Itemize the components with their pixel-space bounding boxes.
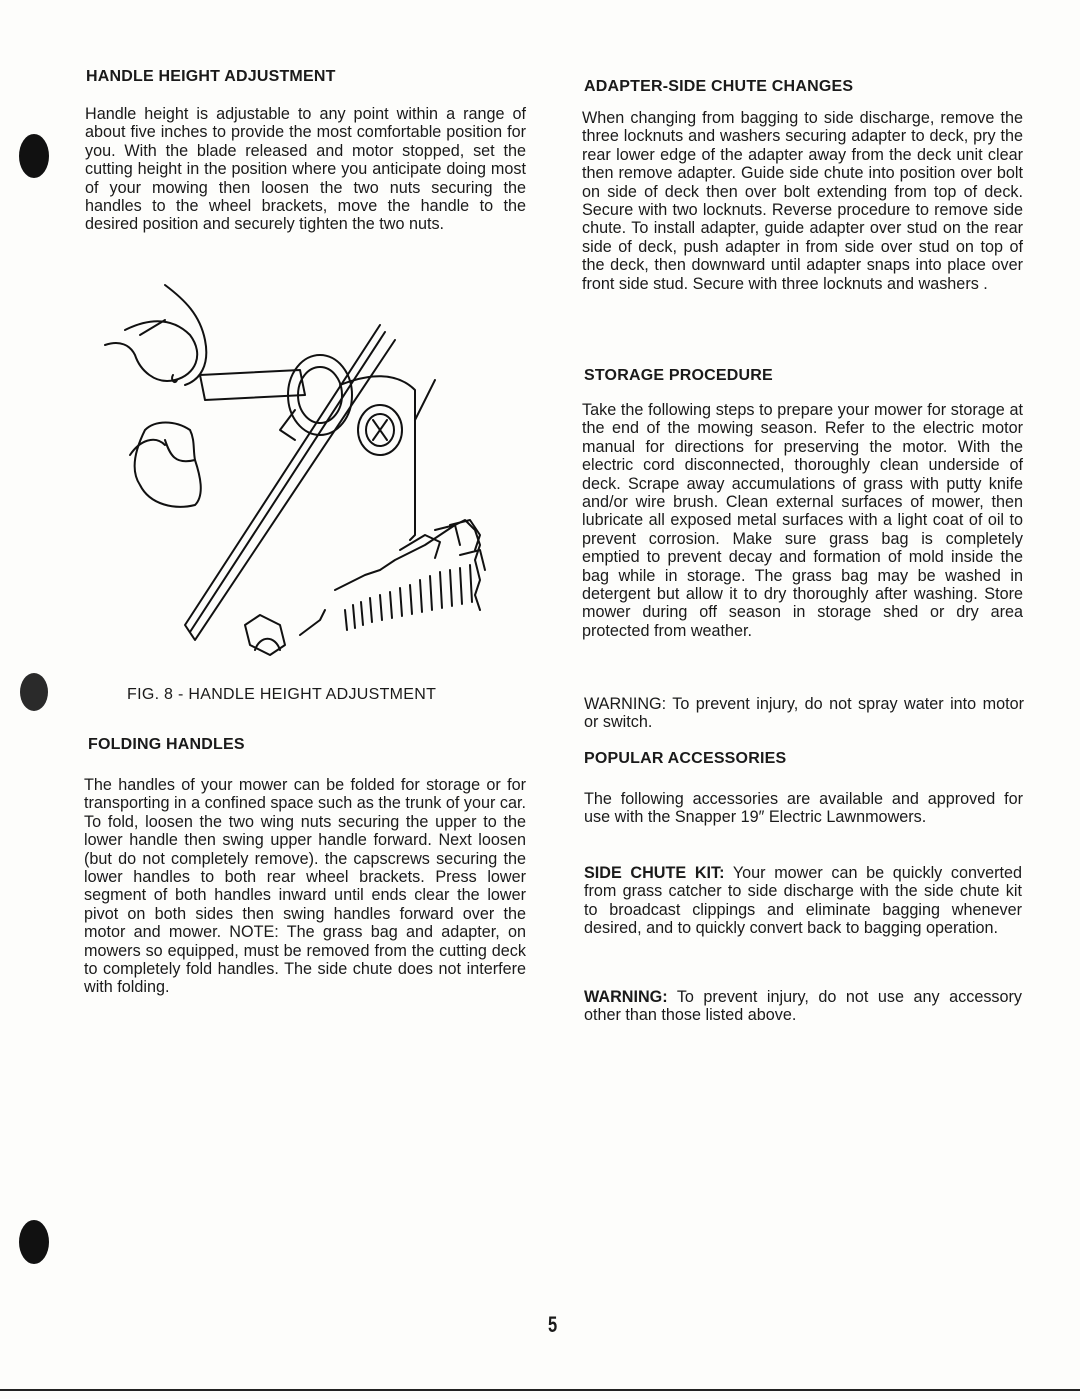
folding-handles-text: The handles of your mower can be folded for storage or for transporting in a confined space such as the trunk of your car. To fold, loosen the two wing nuts securing the upper to the lower handle then swing upper handle forward. Next loosen (but do not completely remove). the capscrews securing the lower handles to both rear wheel brackets. Press lower segment of both handles inward until ends clear the lower pivot on both sides then swing handles forward over the motor and mower. NOTE: The grass bag and adapter, on mowers so equipped, must be removed from the cutting deck to completely fold handles. The side chute does not interfere with folding. [84, 776, 526, 997]
page-number: 5 [548, 1312, 558, 1337]
side-chute-kit-text [584, 864, 1022, 938]
accessories-heading: POPULAR ACCESSORIES [584, 750, 787, 767]
side-chute-kit-label: SIDE CHUTE KIT: [584, 864, 725, 882]
adapter-chute-heading: ADAPTER-SIDE CHUTE CHANGES [584, 78, 854, 95]
binder-hole-top [19, 134, 49, 178]
handle-height-heading: HANDLE HEIGHT ADJUSTMENT [86, 68, 336, 85]
folding-handles-heading: FOLDING HANDLES [88, 736, 245, 753]
storage-warning: WARNING: To prevent injury, do not spray water into motor or switch. [584, 695, 1024, 732]
storage-text: Take the following steps to prepare your mower for storage at the end of the mowing season. Refer to the electric motor manual for directions for preserving the motor. With the electric cord disconnected, thoroughly clean underside of deck. Scrape away accumulations of grass with putty knife and/or wire brush. Clean external surfaces of mower, then lubricate all exposed metal surfaces with a light coat of oil to prevent corrosion. Make sure grass bag is completely emptied to prevent decay and formation of mold inside the bag while in storage. The grass bag may be washed in detergent but allow it to dry thoroughly after washing. Store mower during off season in storage shed or dry area protected from weather. [582, 401, 1023, 640]
accessories-intro: The following accessories are available and approved for use with the Snapper 19″ Electric Lawnmowers. [584, 790, 1023, 827]
accessory-warning-body: To prevent injury, do not use any accessory other than those listed above. [584, 988, 1022, 1025]
binder-hole-middle [20, 673, 48, 711]
adapter-chute-text: When changing from bagging to side discharge, remove the three locknuts and washers securing adapter to deck, pry the rear lower edge of the adapter away from the deck unit clear then remove adapter. Guide side chute into position over bolt on side of deck then over bolt extending from top of deck. Secure with two locknuts. Reverse procedure to remove side chute. To install adapter, guide adapter over stud on the rear side of deck, push adapter in from side over stud on top of the deck, then downward until adapter snaps into place over front side stud. Secure with three locknuts and washers . [582, 109, 1023, 293]
figure-caption: FIG. 8 - HANDLE HEIGHT ADJUSTMENT [127, 686, 437, 703]
accessory-warning-label: WARNING: [584, 988, 668, 1006]
handle-height-text: Handle height is adjustable to any point within a range of about five inches to provide the most comfortable position for you. With the blade released and motor stopped, set the cutting height in the position where you anticipate doing most of your mowing then loosen the two nuts securing the handles to the wheel brackets, move the handle to the desired position and securely tighten the two nuts. [85, 105, 526, 234]
bottom-edge-line [0, 1389, 1080, 1391]
handle-height-illustration [95, 280, 495, 670]
side-chute-kit-body: Your mower can be quickly converted from grass catcher to side discharge with the side chute kit to broadcast clippings and eliminate bagging whenever desired, and to quickly convert back to bagging operation. [584, 864, 1022, 938]
storage-heading: STORAGE PROCEDURE [584, 367, 773, 384]
accessory-warning-text [584, 988, 1022, 1025]
binder-hole-bottom [19, 1220, 49, 1264]
